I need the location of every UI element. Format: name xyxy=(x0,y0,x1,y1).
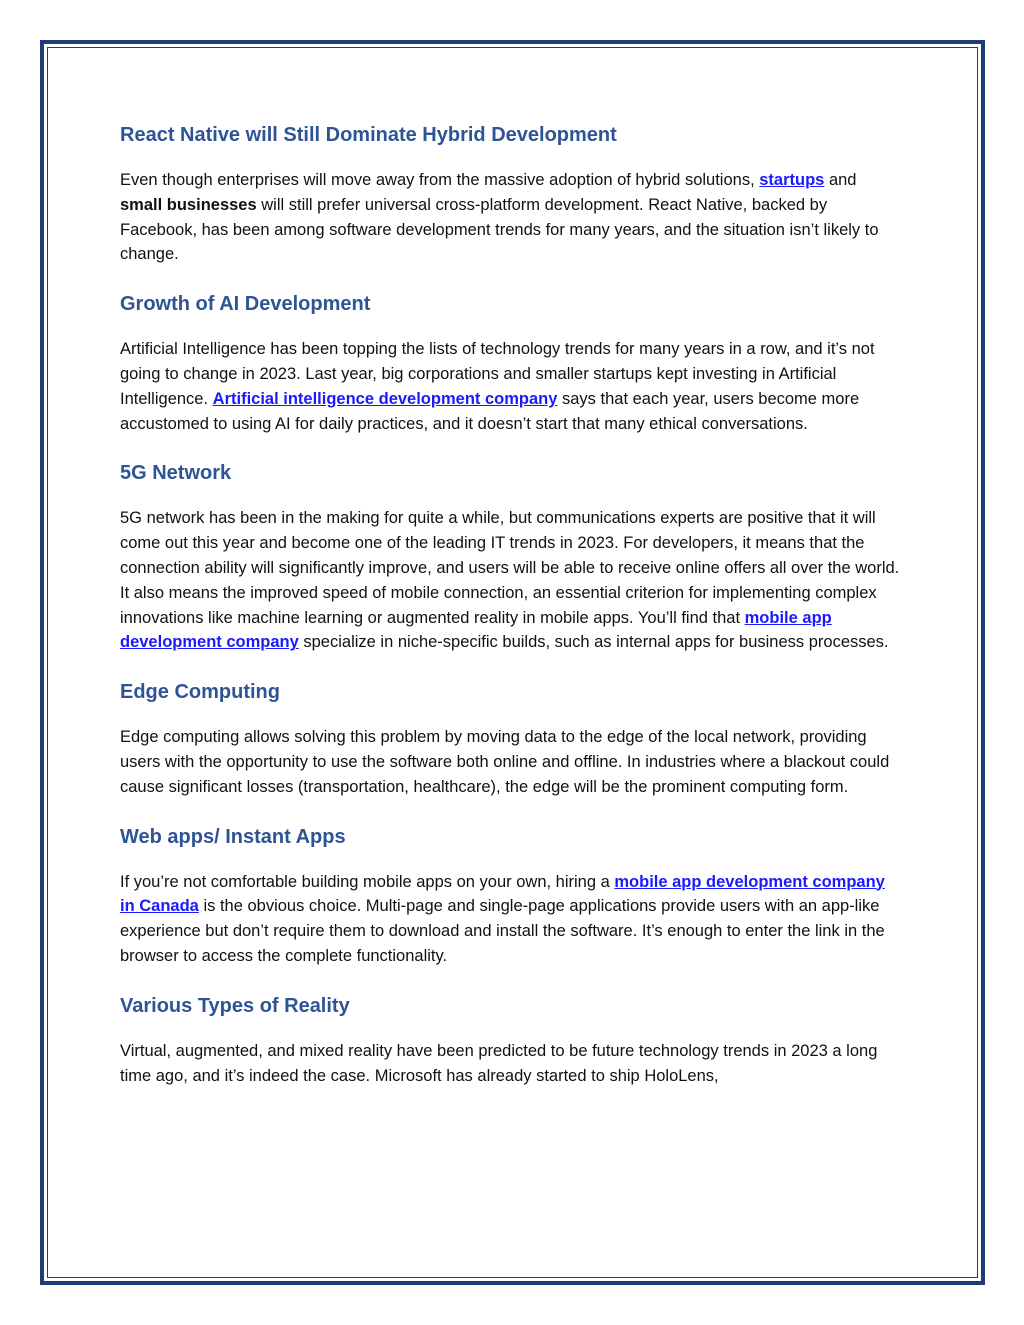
bold-text: small businesses xyxy=(120,195,257,214)
section-paragraph xyxy=(120,337,900,436)
startups-link[interactable]: startups xyxy=(759,171,825,189)
paragraph-text: will still prefer universal cross-platform development. React Native, backed by Facebook, has been among software development trends for many years, and the situation isn’t likely to change. xyxy=(120,195,879,264)
paragraph-text: 5G network has been in the making for quite a while, but communications experts are positive that it will come out this year and become one of the leading IT trends in 2023. For developers, it means that the connection ability will significantly improve, and users will be able to receive online offers all over the world. It also means the improved speed of mobile connection, an essential criterion for implementing complex innovations like machine learning or augmented reality in mobile apps. You’ll find that xyxy=(120,509,900,627)
section-heading: Growth of AI Development xyxy=(120,293,371,316)
section-ai-development xyxy=(120,287,900,436)
paragraph-text: specialize in niche-specific builds, such as internal apps for business processes. xyxy=(298,633,889,652)
mobile-app-company-canada-link[interactable]: mobile app development company in Canada xyxy=(120,872,885,916)
section-heading: Edge Computing xyxy=(120,681,280,704)
section-heading: React Native will Still Dominate Hybrid Development xyxy=(120,124,617,146)
paragraph-text: and xyxy=(824,171,857,189)
paragraph-text: If you’re not comfortable building mobile apps on your own, hiring a xyxy=(120,872,615,891)
section-paragraph xyxy=(120,168,900,267)
section-paragraph xyxy=(120,870,900,969)
section-web-apps xyxy=(120,820,900,969)
mobile-app-company-link[interactable]: mobile app development company xyxy=(120,608,832,652)
section-5g-network xyxy=(120,456,900,655)
section-heading: 5G Network xyxy=(120,462,232,485)
section-react-native xyxy=(120,118,900,267)
section-paragraph: Virtual, augmented, and mixed reality have been predicted to be future technology trends in 2023 a long time ago, and it’s indeed the case. Microsoft has already started to ship HoloLens, xyxy=(120,1041,878,1085)
section-paragraph xyxy=(120,506,900,655)
section-heading: Web apps/ Instant Apps xyxy=(120,825,346,848)
section-edge-computing xyxy=(120,675,900,799)
section-paragraph: Edge computing allows solving this problem by moving data to the edge of the local network, providing users with the opportunity to use the software both online and offline. In industries where a blackout could cause significant losses (transportation, healthcare), the edge will be the prominent computing form. xyxy=(120,728,890,796)
document-body xyxy=(120,118,900,1108)
paragraph-text: Artificial Intelligence has been topping the lists of technology trends for many years in a row, and it’s not going to change in 2023. Last year, big corporations and smaller startups kept investing in Artificial Intelligence. xyxy=(120,340,875,408)
section-heading: Various Types of Reality xyxy=(120,994,350,1017)
ai-company-link[interactable]: Artificial intelligence development company xyxy=(212,389,558,408)
paragraph-text: says that each year, users become more accustomed to using AI for daily practices, and it doesn’t start that many ethical conversations. xyxy=(120,389,860,433)
section-types-of-reality xyxy=(120,989,900,1089)
paragraph-text: is the obvious choice. Multi-page and single-page applications provide users with an app-like experience but don’t require them to download and install the software. It’s enough to enter the link in the browser to access the complete functionality. xyxy=(120,897,885,965)
paragraph-text: Even though enterprises will move away from the massive adoption of hybrid solutions, xyxy=(120,171,760,189)
